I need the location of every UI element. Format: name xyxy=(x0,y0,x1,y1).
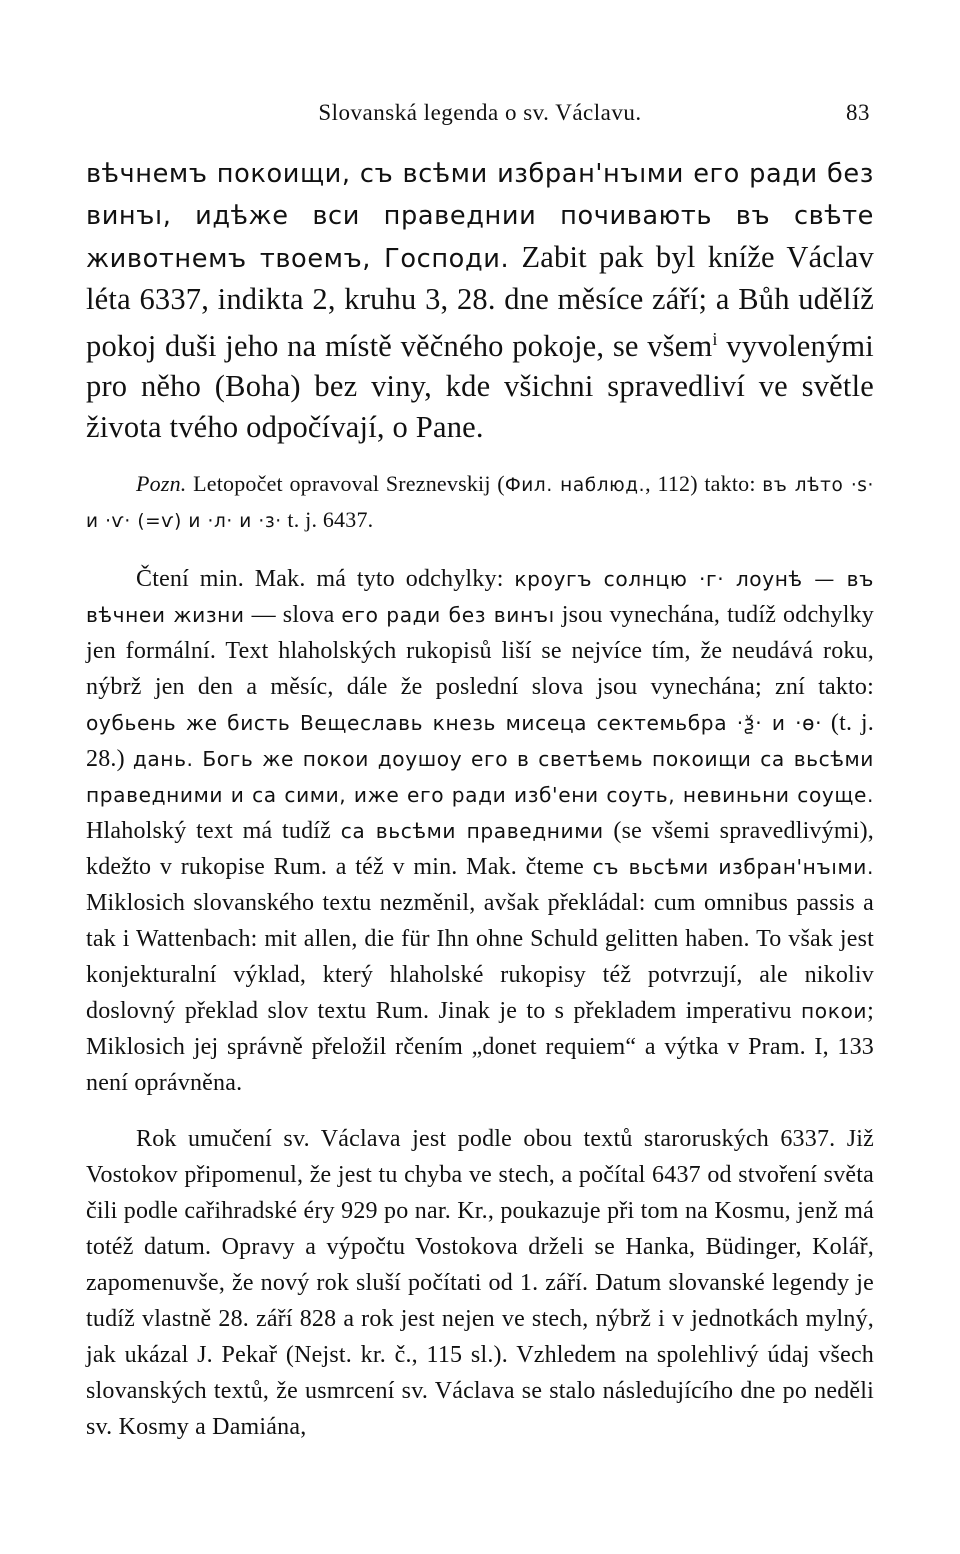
page-body xyxy=(86,152,874,1445)
page-number: 83 xyxy=(846,100,870,125)
footnote-label: Pozn. xyxy=(136,471,187,497)
text-run: (t. j. 28.) xyxy=(86,710,874,773)
footnote-cyrillic-2: въ лѣто ·ѕ· и ·ѵ· (=ѵ) и ·л· и ·з· xyxy=(86,475,874,533)
text-run: Čtení min. Mak. má tyto odchylky: xyxy=(136,566,515,593)
footnote-text-1: Letopočet opravoval Sreznevskij ( xyxy=(186,471,505,497)
text-run: Hlaholský text má tudíž xyxy=(86,818,341,845)
church-slavonic-text: вѣчнемъ покоищи, съ всѣми избран'нъıми его ради без винъı, идѣже вси праведнии почивають въ свѣте животнемъ твоемъ, Господи. xyxy=(86,159,874,274)
text-run: ; Miklosich jej správně přeložil rčením „donet requiem“ a výtka v Pram. I, 133 není oprávněna. xyxy=(86,998,874,1097)
footnote-text-2: , 112) takto: xyxy=(645,471,763,497)
paragraph-variants xyxy=(86,561,874,1101)
cyrillic-run: покои xyxy=(801,999,868,1024)
footnote xyxy=(86,467,874,539)
cyrillic-run: оубьень же бисть Вещеславь кнезь мисеца сектемьбра ·ѯ· и ·ѳ· xyxy=(86,711,823,736)
czech-translation: Zabit pak byl kníže Václav léta 6337, indikta 2, kruhu 3, 28. dne měsíce září; a Bůh udělíž pokoj duši jeho na místě věčného pokoje, se všem xyxy=(86,239,874,364)
footnote-cyrillic-1: Фил. наблюд. xyxy=(504,475,646,497)
superscript-mark: i xyxy=(712,329,718,350)
text-run: Miklosich slovanského textu nezměnil, avšak překládal: cum omnibus passis a tak i Wattenbach: mit allen, die für Ihn ohne Schuld gelitten haben. To však jest konjekturalní výklad, který hlaholské rukopisy též potvrzují, ale nikoliv doslovný překlad slov textu Rum. Jinak je to s překladem imperativu xyxy=(86,890,874,1025)
cyrillic-run: дань. Богь же покои доушоу его в светѣемь покоищи са вьсѣми праведними и са сими, иже его ради изб'ени соуть, невиньни соуще. xyxy=(86,747,874,808)
text-run: (se všemi spravedlivými), kdežto v rukopise Rum. a též v min. Mak. čteme xyxy=(86,818,874,881)
paragraph-legend-text xyxy=(86,152,874,447)
paragraph-year-of-martyrdom: Rok umučení sv. Václava jest podle obou textů staroruských 6337. Již Vostokov připomenul, že jest tu chyba ve stech, a počítal 6437 od stvoření světa čili podle cařihradské éry 929 po nar. Kr., poukazuje při tom na Kosmu, jenž má totéž datum. Opravy a výpočtu Vostokova drželi se Hanka, Büdinger, Kolář, zapomenuvše, že nový rok sluší počítati od 1. září. Datum slovanské legendy je tudíž vlastně 28. září 828 a rok jest nejen ve stech, nýbrž i v jednotkách mylný, jak ukázal J. Pekař (Nejst. kr. č., 115 sl.). Vzhledem na spolehlivý údaj všech slovanských textů, že usmrcení sv. Václava se stalo následujícího dne po neděli sv. Kosmy a Damiána, xyxy=(86,1126,874,1441)
cyrillic-run: съ вьсѣми избран'нъıми. xyxy=(592,855,874,880)
czech-translation-end: vyvolenými pro něho (Boha) bez viny, kde všichni spravedliví ve světle života tvého odpočívají, o Pane. xyxy=(86,329,874,444)
footnote-text-3: t. j. 6437. xyxy=(281,507,374,533)
cyrillic-run: кроугъ солнцю ·г· лоунѣ — въ вѣчнеи жизни xyxy=(86,567,874,628)
running-header xyxy=(90,100,870,134)
cyrillic-run: са вьсѣми праведними xyxy=(340,819,604,844)
text-run: jsou vynechána, tudíž odchylky jen formální. Text hlaholských rukopisů liší se nejvíce tím, že neudává roku, nýbrž jen den a měsíc, dále že poslední slova jsou vynechána; zní takto: xyxy=(86,602,874,701)
cyrillic-run: его ради без винъı xyxy=(341,603,555,628)
running-title: Slovanská legenda o sv. Václavu. xyxy=(318,100,642,125)
text-run: — slova xyxy=(244,602,342,629)
